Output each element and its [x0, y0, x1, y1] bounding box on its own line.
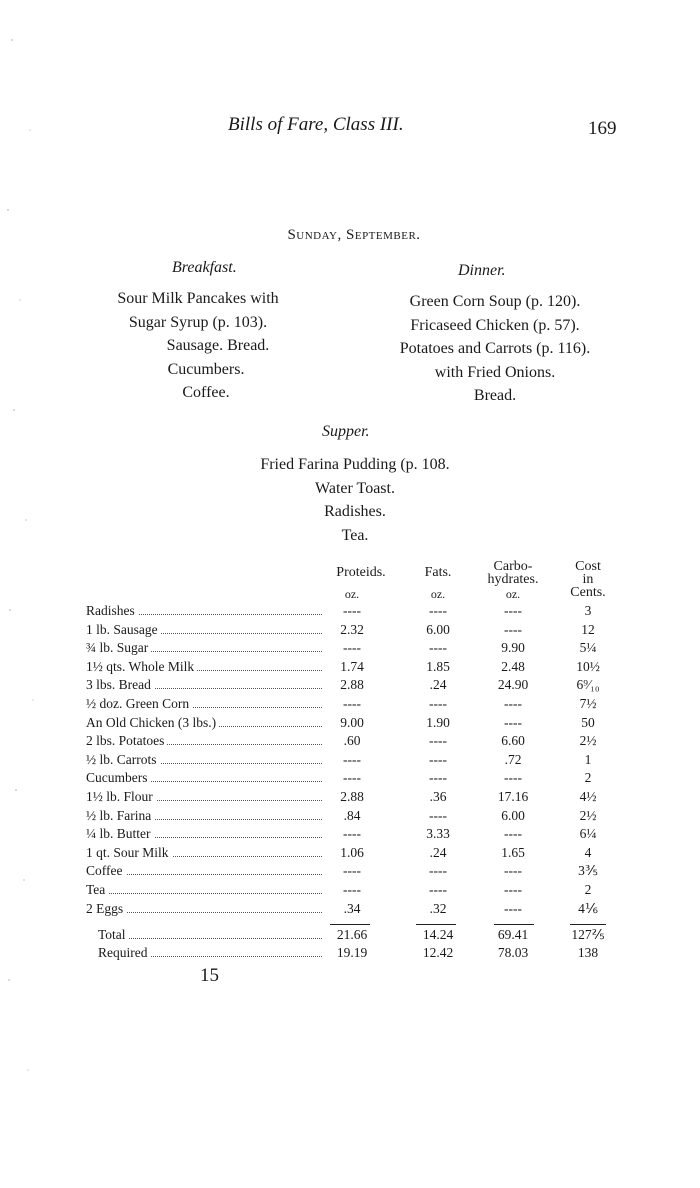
table-row — [86, 789, 626, 807]
header-cost-line3: Cents. — [570, 585, 606, 600]
cell-proteids: 2.88 — [340, 789, 364, 804]
cell-fats: ---- — [429, 863, 447, 878]
cell-cost: 2 — [584, 882, 592, 897]
row-item — [86, 659, 326, 675]
cell-cost: 3 — [584, 603, 592, 618]
cell-fats: ---- — [429, 770, 447, 785]
cell-carbo: 2.48 — [501, 659, 525, 674]
row-item-label: 1½ lb. Flour — [86, 789, 156, 804]
total-rule-carbo — [494, 924, 534, 925]
table-row — [86, 640, 626, 658]
cell-proteids: .84 — [343, 808, 361, 823]
row-item-label: ¼ lb. Butter — [86, 826, 154, 841]
header-carbohydrates — [480, 560, 546, 586]
cell-proteids: 9.00 — [340, 715, 364, 730]
breakfast-menu — [80, 287, 316, 405]
row-item-label: ½ lb. Farina — [86, 808, 154, 823]
cell-fats: ---- — [429, 882, 447, 897]
table-row — [86, 752, 626, 770]
cell-cost: 7½ — [579, 696, 597, 711]
cell-carbo: ---- — [504, 901, 522, 916]
table-row — [86, 659, 626, 677]
table-row — [86, 622, 626, 640]
breakfast-line: Coffee. — [182, 384, 230, 401]
table-row — [86, 677, 626, 695]
table-row — [86, 696, 626, 714]
table-row — [86, 826, 626, 844]
supper-line: Water Toast. — [315, 479, 395, 497]
cell-proteids: ---- — [343, 752, 361, 767]
cell-carbo: ---- — [504, 882, 522, 897]
row-item — [86, 603, 326, 619]
cell-cost: 4½ — [579, 789, 597, 804]
unit-fats: oz. — [430, 587, 446, 601]
cell-carbo: ---- — [504, 770, 522, 785]
row-item — [86, 733, 326, 749]
row-item — [86, 863, 326, 879]
cell-proteids: 19.19 — [336, 945, 368, 960]
row-item — [86, 826, 326, 842]
cell-carbo: 24.90 — [497, 677, 529, 692]
cell-fats: .36 — [429, 789, 447, 804]
table-row — [86, 945, 626, 963]
supper-line: Tea. — [341, 526, 369, 544]
cell-cost: 5¼ — [579, 640, 597, 655]
row-item — [86, 715, 326, 731]
dinner-line: Green Corn Soup (p. 120). — [409, 293, 581, 310]
cell-carbo: ---- — [504, 715, 522, 730]
row-item-label: 1 qt. Sour Milk — [86, 845, 172, 860]
cell-proteids: ---- — [343, 696, 361, 711]
cell-cost: 2 — [584, 770, 592, 785]
row-item-label: An Old Chicken (3 lbs.) — [86, 715, 219, 730]
cell-proteids: 1.74 — [340, 659, 364, 674]
dinner-line: Potatoes and Carrots (p. 116). — [399, 340, 591, 357]
table-row — [86, 901, 626, 919]
cell-proteids: 21.66 — [336, 927, 368, 942]
cell-fats: ---- — [429, 733, 447, 748]
header-proteids: Proteids. — [336, 565, 386, 580]
breakfast-line: Sour Milk Pancakes with — [117, 290, 279, 307]
row-item-label: 1 lb. Sausage — [86, 622, 161, 637]
row-item — [86, 845, 326, 861]
table-row — [86, 863, 626, 881]
cell-fats: ---- — [429, 640, 447, 655]
supper-heading: Supper. — [322, 423, 370, 440]
total-rule-fats — [416, 924, 456, 925]
cell-fats: 12.42 — [422, 945, 454, 960]
cell-cost: 2½ — [579, 733, 597, 748]
cell-proteids: ---- — [343, 770, 361, 785]
cell-cost: 6¼ — [579, 826, 597, 841]
row-item-label: ¾ lb. Sugar — [86, 640, 151, 655]
table-row — [86, 927, 626, 945]
cell-cost: 3⅗ — [578, 863, 598, 878]
total-rule-cost — [570, 924, 606, 925]
row-item-label: 2 Eggs — [86, 901, 126, 916]
cell-proteids: .34 — [343, 901, 361, 916]
cell-carbo: 69.41 — [497, 927, 529, 942]
page-number: 169 — [588, 118, 617, 139]
row-item — [86, 640, 326, 656]
table-row — [86, 733, 626, 751]
row-item — [86, 752, 326, 768]
row-item-label: Total — [86, 927, 129, 942]
cell-carbo: ---- — [504, 696, 522, 711]
dinner-heading: Dinner. — [458, 262, 506, 279]
cell-fats: .24 — [429, 677, 447, 692]
cell-fats: 1.85 — [426, 659, 450, 674]
cell-fats: .24 — [429, 845, 447, 860]
cell-proteids: ---- — [343, 603, 361, 618]
cell-carbo: ---- — [504, 603, 522, 618]
row-item — [86, 901, 326, 917]
cell-fats: ---- — [429, 808, 447, 823]
table-row — [86, 603, 626, 621]
cell-proteids: 1.06 — [340, 845, 364, 860]
header-carbo-line1: Carbo- — [493, 559, 533, 574]
row-item-label: ½ lb. Carrots — [86, 752, 160, 767]
cell-fats: 1.90 — [426, 715, 450, 730]
header-cost — [556, 560, 620, 599]
day-heading: Sunday, September. — [287, 227, 421, 243]
cell-cost: 138 — [577, 945, 599, 960]
dinner-menu — [360, 290, 630, 408]
cell-proteids: ---- — [343, 826, 361, 841]
row-item-label: 3 lbs. Bread — [86, 677, 154, 692]
row-item-label: Required — [86, 945, 151, 960]
cell-carbo: ---- — [504, 622, 522, 637]
total-rule-proteids — [330, 924, 370, 925]
signature-mark: 15 — [200, 965, 219, 986]
cell-proteids: .60 — [343, 733, 361, 748]
cell-proteids: ---- — [343, 882, 361, 897]
table-row — [86, 808, 626, 826]
unit-carbohydrates: oz. — [505, 587, 521, 601]
row-item-label: Tea — [86, 882, 108, 897]
cell-fats: 3.33 — [426, 826, 450, 841]
breakfast-heading: Breakfast. — [172, 259, 237, 276]
cell-proteids: 2.32 — [340, 622, 364, 637]
row-item — [86, 927, 326, 943]
cell-cost: 10½ — [576, 659, 600, 674]
table-row — [86, 845, 626, 863]
dinner-line: Fricaseed Chicken (p. 57). — [410, 316, 580, 334]
row-item — [86, 770, 326, 786]
cell-cost: 50 — [581, 715, 595, 730]
cell-cost: 127⅖ — [571, 927, 605, 942]
header-cost-line1: Cost — [575, 559, 601, 574]
cell-carbo: 9.90 — [501, 640, 525, 655]
cell-fats: ---- — [429, 696, 447, 711]
row-item-label: 1½ qts. Whole Milk — [86, 659, 197, 674]
table-row — [86, 715, 626, 733]
row-item-label: 2 lbs. Potatoes — [86, 733, 167, 748]
cell-carbo: .72 — [504, 752, 522, 767]
running-head: Bills of Fare, Class III. — [228, 114, 404, 135]
dinner-line: Bread. — [473, 387, 517, 404]
cell-carbo: 6.00 — [501, 808, 525, 823]
cell-carbo: 1.65 — [501, 845, 525, 860]
row-item — [86, 882, 326, 898]
cell-carbo: 78.03 — [497, 945, 529, 960]
cell-fats: 14.24 — [422, 927, 454, 942]
cell-carbo: 17.16 — [497, 789, 529, 804]
margin-speckle — [0, 0, 60, 1188]
cell-fats: .32 — [429, 901, 447, 916]
header-cost-line2: in — [582, 572, 594, 587]
breakfast-line: Sugar Syrup (p. 103). — [128, 313, 268, 331]
breakfast-line: Cucumbers. — [167, 360, 245, 378]
row-item-label: ½ doz. Green Corn — [86, 696, 192, 711]
row-item — [86, 696, 326, 712]
table-row — [86, 770, 626, 788]
cell-fats: ---- — [429, 752, 447, 767]
cell-fats: ---- — [429, 603, 447, 618]
cell-cost: 12 — [581, 622, 595, 637]
row-item — [86, 808, 326, 824]
cell-cost: 4⅙ — [578, 901, 598, 916]
cell-proteids: ---- — [343, 640, 361, 655]
row-item-label: Cucumbers — [86, 770, 151, 785]
cell-proteids: 2.88 — [340, 677, 364, 692]
breakfast-line: Sausage. Bread. — [166, 337, 270, 354]
row-item — [86, 789, 326, 805]
row-item-label: Radishes — [86, 603, 138, 618]
cell-fats: 6.00 — [426, 622, 450, 637]
cell-carbo: 6.60 — [501, 733, 525, 748]
dinner-line: with Fried Onions. — [434, 363, 556, 381]
cell-proteids: ---- — [343, 863, 361, 878]
cell-cost: 6⁹⁄₁₀ — [576, 677, 600, 692]
unit-proteids: oz. — [344, 587, 360, 601]
header-carbo-line2: hydrates. — [487, 572, 539, 587]
supper-menu — [200, 453, 510, 547]
row-item-label: Coffee — [86, 863, 126, 878]
row-item — [86, 945, 326, 961]
header-fats: Fats. — [424, 565, 452, 580]
supper-line: Radishes. — [324, 503, 386, 520]
cell-cost: 4 — [584, 845, 592, 860]
cell-carbo: ---- — [504, 863, 522, 878]
table-row — [86, 882, 626, 900]
cell-cost: 2½ — [579, 808, 597, 823]
row-item — [86, 622, 326, 638]
cell-cost: 1 — [584, 752, 592, 767]
row-item — [86, 677, 326, 693]
supper-line: Fried Farina Pudding (p. 108. — [260, 456, 450, 473]
cell-carbo: ---- — [504, 826, 522, 841]
